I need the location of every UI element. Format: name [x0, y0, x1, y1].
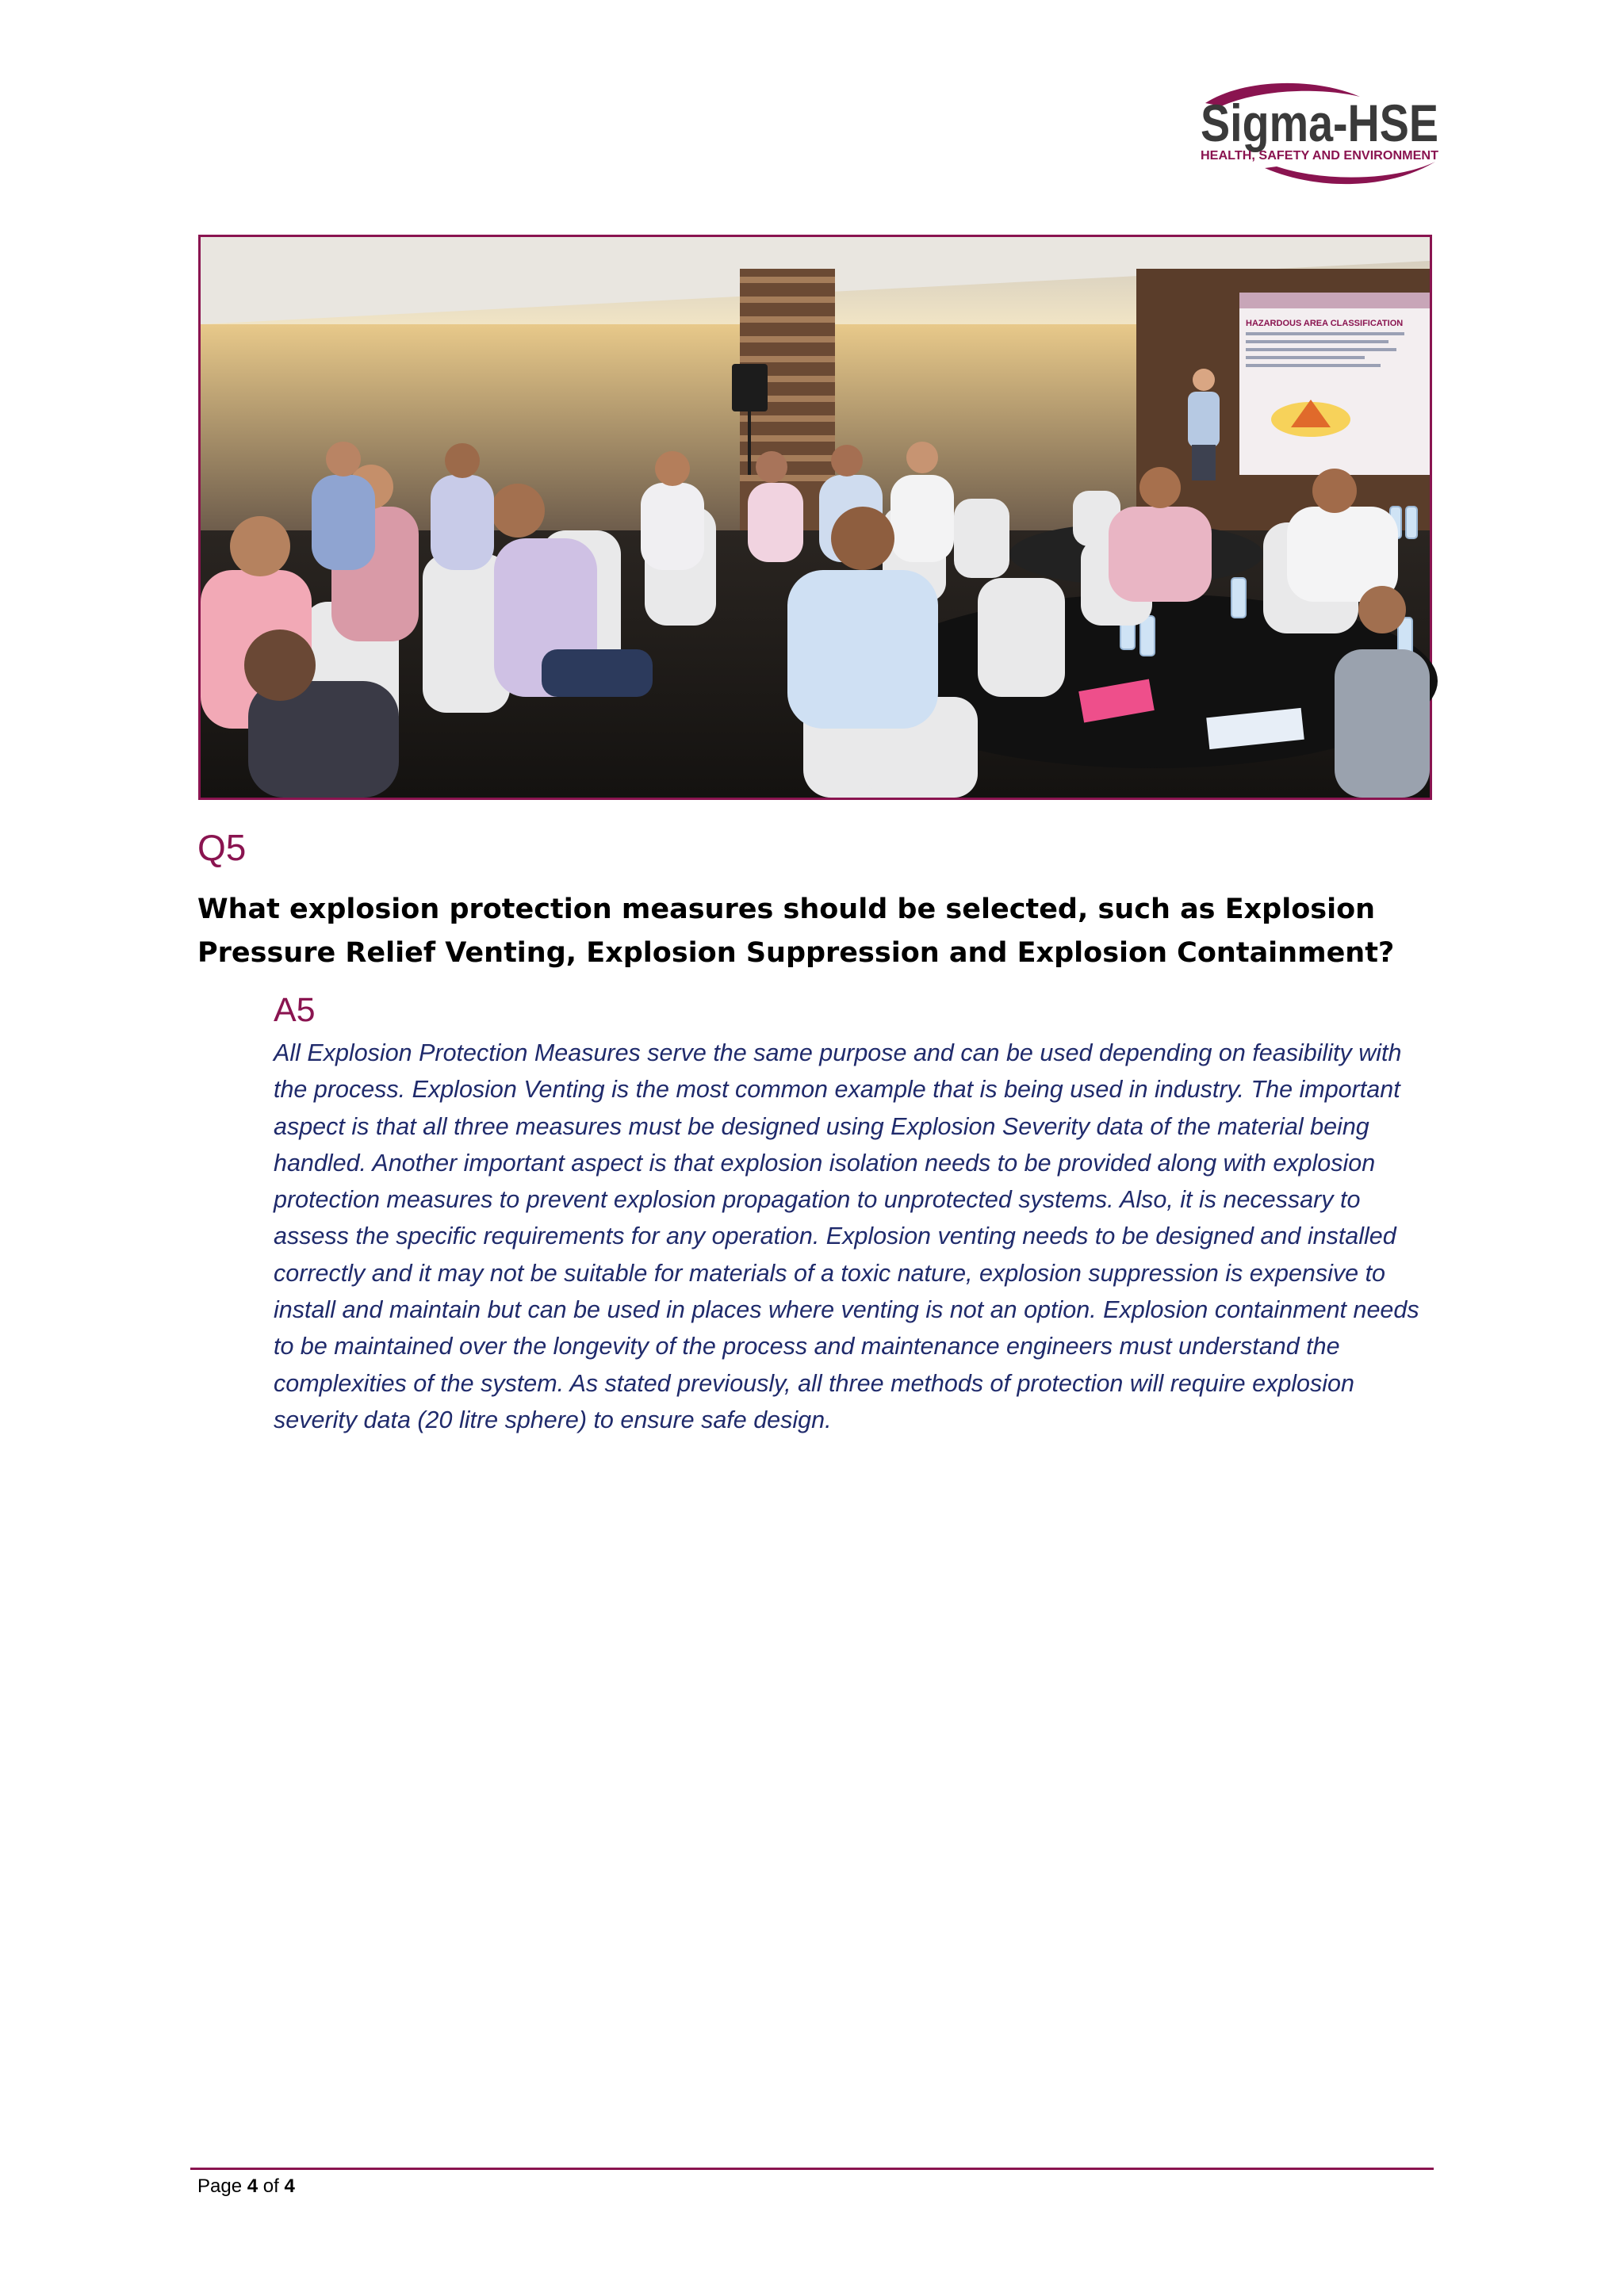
- question-number: Q5: [197, 827, 247, 868]
- question-text: What explosion protection measures should be selected, such as Explosion Pressure Relief Venting, Explosion Suppression and Explosion Containment?: [197, 894, 1395, 969]
- sigma-hse-logo: [1189, 79, 1451, 190]
- answer-number: A5: [274, 991, 316, 1029]
- conference-photo: [198, 235, 1432, 800]
- page-footer: [197, 2175, 295, 2198]
- total-pages-number: 4: [284, 2175, 295, 2197]
- footer-divider: [190, 2168, 1434, 2170]
- slide-title: HAZARDOUS AREA CLASSIFICATION: [1246, 319, 1404, 328]
- logo-tagline-text: HEALTH, SAFETY AND ENVIRONMENT: [1201, 149, 1439, 163]
- of-label: of: [262, 2175, 279, 2197]
- page-label: Page: [197, 2175, 243, 2197]
- answer-text: All Explosion Protection Measures serve the same purpose and can be used depending on feasibility with the process. Explosion Venting is the most common example that is being used in industry. The important aspect is that all three measures must be designed using Explosion Severity data of the material being handled. Another important aspect is that explosion isolation needs to be provided along with explosion protection measures to prevent explosion propagation to unprotected systems. Also, it is necessary to assess the specific requirements for any operation. Explosion venting needs to be designed and installed correctly and it may not be suitable for materials of a toxic nature, explosion suppression is expensive to install and maintain but can be used in places where venting is not an option. Explosion containment needs to be maintained over the longevity of the process and maintenance engineers must understand the complexities of the system. As stated previously, all three methods of protection will require explosion severity data (20 litre sphere) to ensure safe design.: [274, 1039, 1419, 1433]
- logo-brand-text: Sigma-HSE: [1201, 94, 1438, 152]
- current-page-number: 4: [247, 2175, 259, 2197]
